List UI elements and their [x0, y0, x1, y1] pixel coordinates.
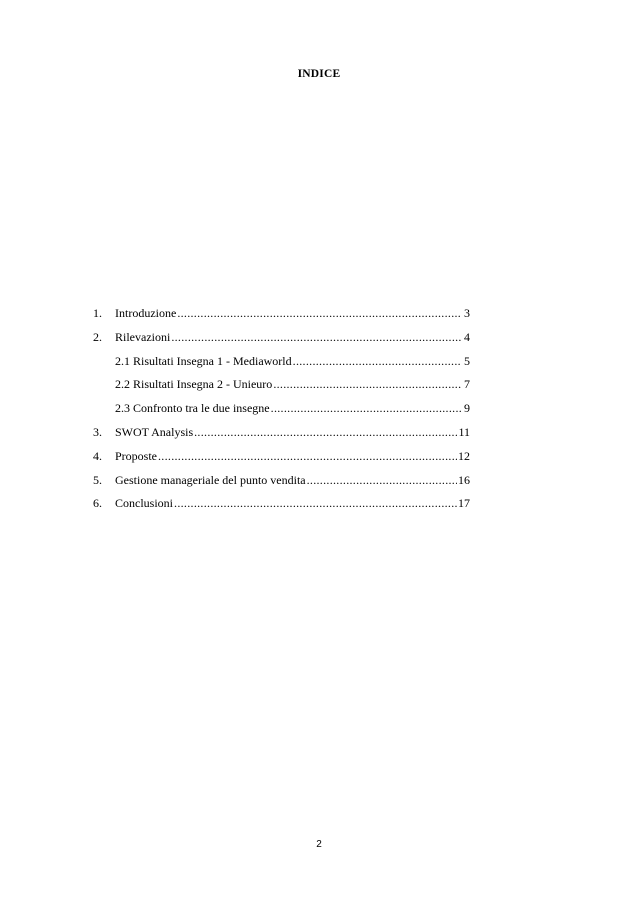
toc-entry-title: Proposte	[115, 448, 157, 463]
toc-entry-page: 17	[458, 496, 470, 511]
toc-entry-proposte	[93, 449, 470, 473]
toc-dot-leader	[307, 473, 457, 488]
toc-dot-leader	[171, 330, 461, 345]
toc-entry-title: Conclusioni	[115, 496, 174, 511]
toc-entry-risultati-unieuro	[93, 377, 470, 401]
toc-dot-leader	[174, 496, 457, 511]
toc-entry-page: 7	[464, 377, 470, 392]
table-of-contents	[93, 306, 470, 520]
toc-entry-title: Rilevazioni	[115, 329, 171, 344]
toc-entry-page: 16	[458, 472, 470, 487]
toc-entry-title: 2.2 Risultati Insegna 2 - Unieuro	[115, 377, 273, 392]
toc-entry-rilevazioni	[93, 330, 470, 354]
page-title: INDICE	[297, 68, 341, 80]
toc-entry-number: 4.	[93, 448, 102, 463]
toc-dot-leader	[273, 377, 461, 392]
toc-dot-leader	[293, 354, 461, 369]
toc-entry-number: 5.	[93, 472, 102, 487]
toc-entry-page: 12	[458, 448, 470, 463]
toc-dot-leader	[158, 449, 457, 464]
toc-entry-swot	[93, 425, 470, 449]
page-number: 2	[316, 839, 322, 850]
toc-entry-number: 6.	[93, 496, 102, 511]
toc-entry-gestione	[93, 473, 470, 497]
toc-dot-leader	[271, 401, 461, 416]
toc-entry-page: 11	[458, 424, 470, 439]
toc-entry-page: 9	[464, 401, 470, 416]
toc-dot-leader	[194, 425, 457, 440]
toc-entry-title: 2.3 Confronto tra le due insegne	[115, 401, 270, 416]
toc-entry-introduzione	[93, 306, 470, 330]
toc-entry-confronto	[93, 401, 470, 425]
toc-entry-page: 4	[464, 329, 470, 344]
toc-entry-page: 5	[464, 353, 470, 368]
toc-entry-title: Gestione manageriale del punto vendita	[115, 472, 306, 487]
toc-entry-title: 2.1 Risultati Insegna 1 - Mediaworld	[115, 353, 292, 368]
toc-entry-page: 3	[464, 306, 470, 320]
toc-dot-leader	[177, 306, 461, 321]
toc-entry-number: 1.	[93, 306, 102, 320]
toc-entry-conclusioni	[93, 496, 470, 520]
toc-entry-risultati-mediaworld	[93, 354, 470, 378]
toc-entry-title: SWOT Analysis	[115, 424, 194, 439]
toc-entry-number: 2.	[93, 329, 102, 344]
toc-entry-title: Introduzione	[115, 306, 177, 320]
toc-entry-number: 3.	[93, 424, 102, 439]
